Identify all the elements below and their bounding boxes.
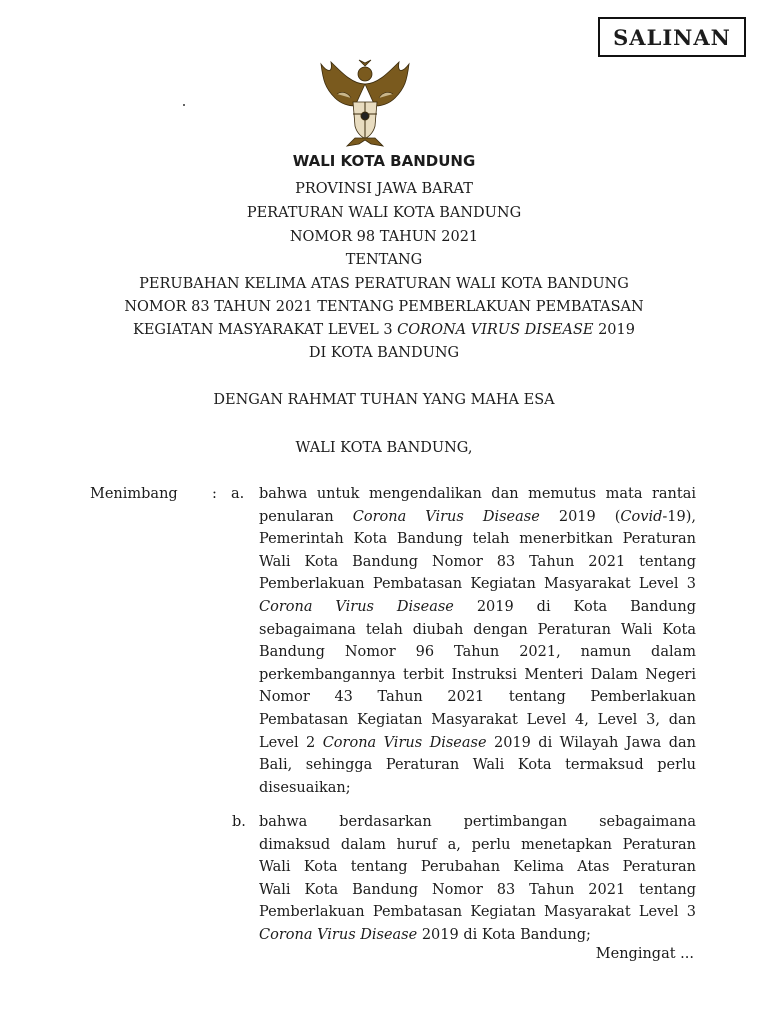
text-run: sebagaimana telah diubah dengan Peraturan Wali Kota (259, 621, 696, 638)
paragraph-line (259, 856, 696, 879)
paragraph-line (259, 619, 696, 642)
about-line: TENTANG (345, 252, 423, 268)
italic-run: Corona Virus Disease (352, 508, 540, 525)
paragraph-line (259, 506, 696, 529)
paragraph-line (259, 686, 696, 709)
italic-run: Corona Virus Disease (259, 926, 418, 943)
paragraph-line (259, 879, 696, 902)
paragraph-line (259, 811, 696, 834)
text-run: bahwa berdasarkan pertimbangan sebagaimana (259, 814, 696, 830)
paragraph-line (259, 528, 696, 551)
paragraph-line (259, 551, 696, 574)
garuda-emblem-icon (313, 54, 417, 148)
invocation-line: DENGAN RAHMAT TUHAN YANG MAHA ESA (213, 392, 555, 408)
paragraph-line (259, 901, 696, 924)
number-line: NOMOR 98 TAHUN 2021 (289, 229, 479, 245)
text-run: Wali Kota Bandung Nomor 83 Tahun 2021 tentang (259, 881, 696, 898)
italic-run: Corona Virus Disease (259, 598, 454, 615)
item-marker: a. (231, 486, 245, 502)
italic-run: CORONA VIRUS DISEASE (397, 322, 594, 338)
paragraph-line (259, 777, 696, 800)
text-run: Pemberlakuan Pembatasan Kegiatan Masyarakat Level 3 (259, 576, 696, 593)
subject-line (0, 345, 768, 361)
item-paragraph (259, 811, 696, 947)
regulation-line: PERATURAN WALI KOTA BANDUNG (246, 205, 522, 221)
mayor-line: WALI KOTA BANDUNG, (295, 440, 473, 456)
paragraph-line (259, 754, 696, 777)
considering-colon: : (212, 486, 217, 502)
text-run: 2019 di Wilayah Jawa dan (486, 734, 696, 751)
text-run: 2019 di Kota Bandung (453, 598, 696, 615)
subject-line (0, 322, 768, 338)
text-run: perkembangannya terbit Instruksi Menteri Dalam Negeri (259, 666, 696, 683)
text-run: 2019 (593, 322, 635, 338)
text-run: Level 2 (259, 734, 323, 751)
salinan-stamp (598, 17, 746, 57)
text-run: Pembatasan Kegiatan Masyarakat Level 4, Level 3, dan (259, 711, 696, 728)
text-run: Bali, sehingga Peraturan Wali Kota termaksud perlu (259, 757, 696, 774)
text-run: penularan (259, 508, 353, 525)
text-run: NOMOR 83 TAHUN 2021 TENTANG PEMBERLAKUAN PEMBATASAN (124, 299, 644, 315)
text-run: Pemerintah Kota Bandung telah menerbitkan Peraturan (259, 531, 696, 548)
subject-line (0, 299, 768, 315)
text-run: KEGIATAN MASYARAKAT LEVEL 3 (133, 322, 398, 338)
item-paragraph (259, 483, 696, 799)
text-run: Pemberlakuan Pembatasan Kegiatan Masyarakat Level 3 (259, 904, 696, 921)
stamp-label: SALINAN (613, 24, 731, 50)
text-run: bahwa untuk mengendalikan dan memutus mata rantai (259, 486, 696, 502)
text-run: 2019 di Kota Bandung; (417, 926, 591, 943)
paragraph-line (259, 483, 696, 506)
text-run: Wali Kota Bandung Nomor 83 Tahun 2021 tentang (259, 553, 696, 570)
paragraph-line (259, 924, 696, 947)
paragraph-line (259, 834, 696, 857)
considering-label: Menimbang (90, 486, 178, 502)
text-run: -19), (662, 508, 696, 525)
paragraph-line (259, 664, 696, 687)
italic-run: Covid (620, 508, 663, 525)
text-run: 2019 ( (539, 508, 621, 525)
text-run: PERUBAHAN KELIMA ATAS PERATURAN WALI KOTA BANDUNG (139, 276, 629, 292)
paragraph-line (259, 573, 696, 596)
continuation-note: Mengingat ... (595, 946, 694, 962)
subject-line (0, 276, 768, 292)
text-run: Bandung Nomor 96 Tahun 2021, namun dalam (259, 644, 696, 661)
scan-speck (183, 104, 185, 106)
text-run: DI KOTA BANDUNG (308, 345, 460, 361)
document-title: WALI KOTA BANDUNG (292, 152, 476, 170)
paragraph-line (259, 641, 696, 664)
text-run: dimaksud dalam huruf a, perlu menetapkan Peraturan (259, 836, 696, 853)
text-run: Wali Kota tentang Perubahan Kelima Atas Peraturan (259, 859, 696, 876)
paragraph-line (259, 732, 696, 755)
italic-run: Corona Virus Disease (322, 734, 487, 751)
province-line: PROVINSI JAWA BARAT (295, 181, 473, 197)
paragraph-line (259, 709, 696, 732)
text-run: Nomor 43 Tahun 2021 tentang Pemberlakuan (259, 689, 696, 706)
paragraph-line (259, 596, 696, 619)
text-run: disesuaikan; (259, 779, 351, 796)
item-marker: b. (232, 814, 246, 830)
